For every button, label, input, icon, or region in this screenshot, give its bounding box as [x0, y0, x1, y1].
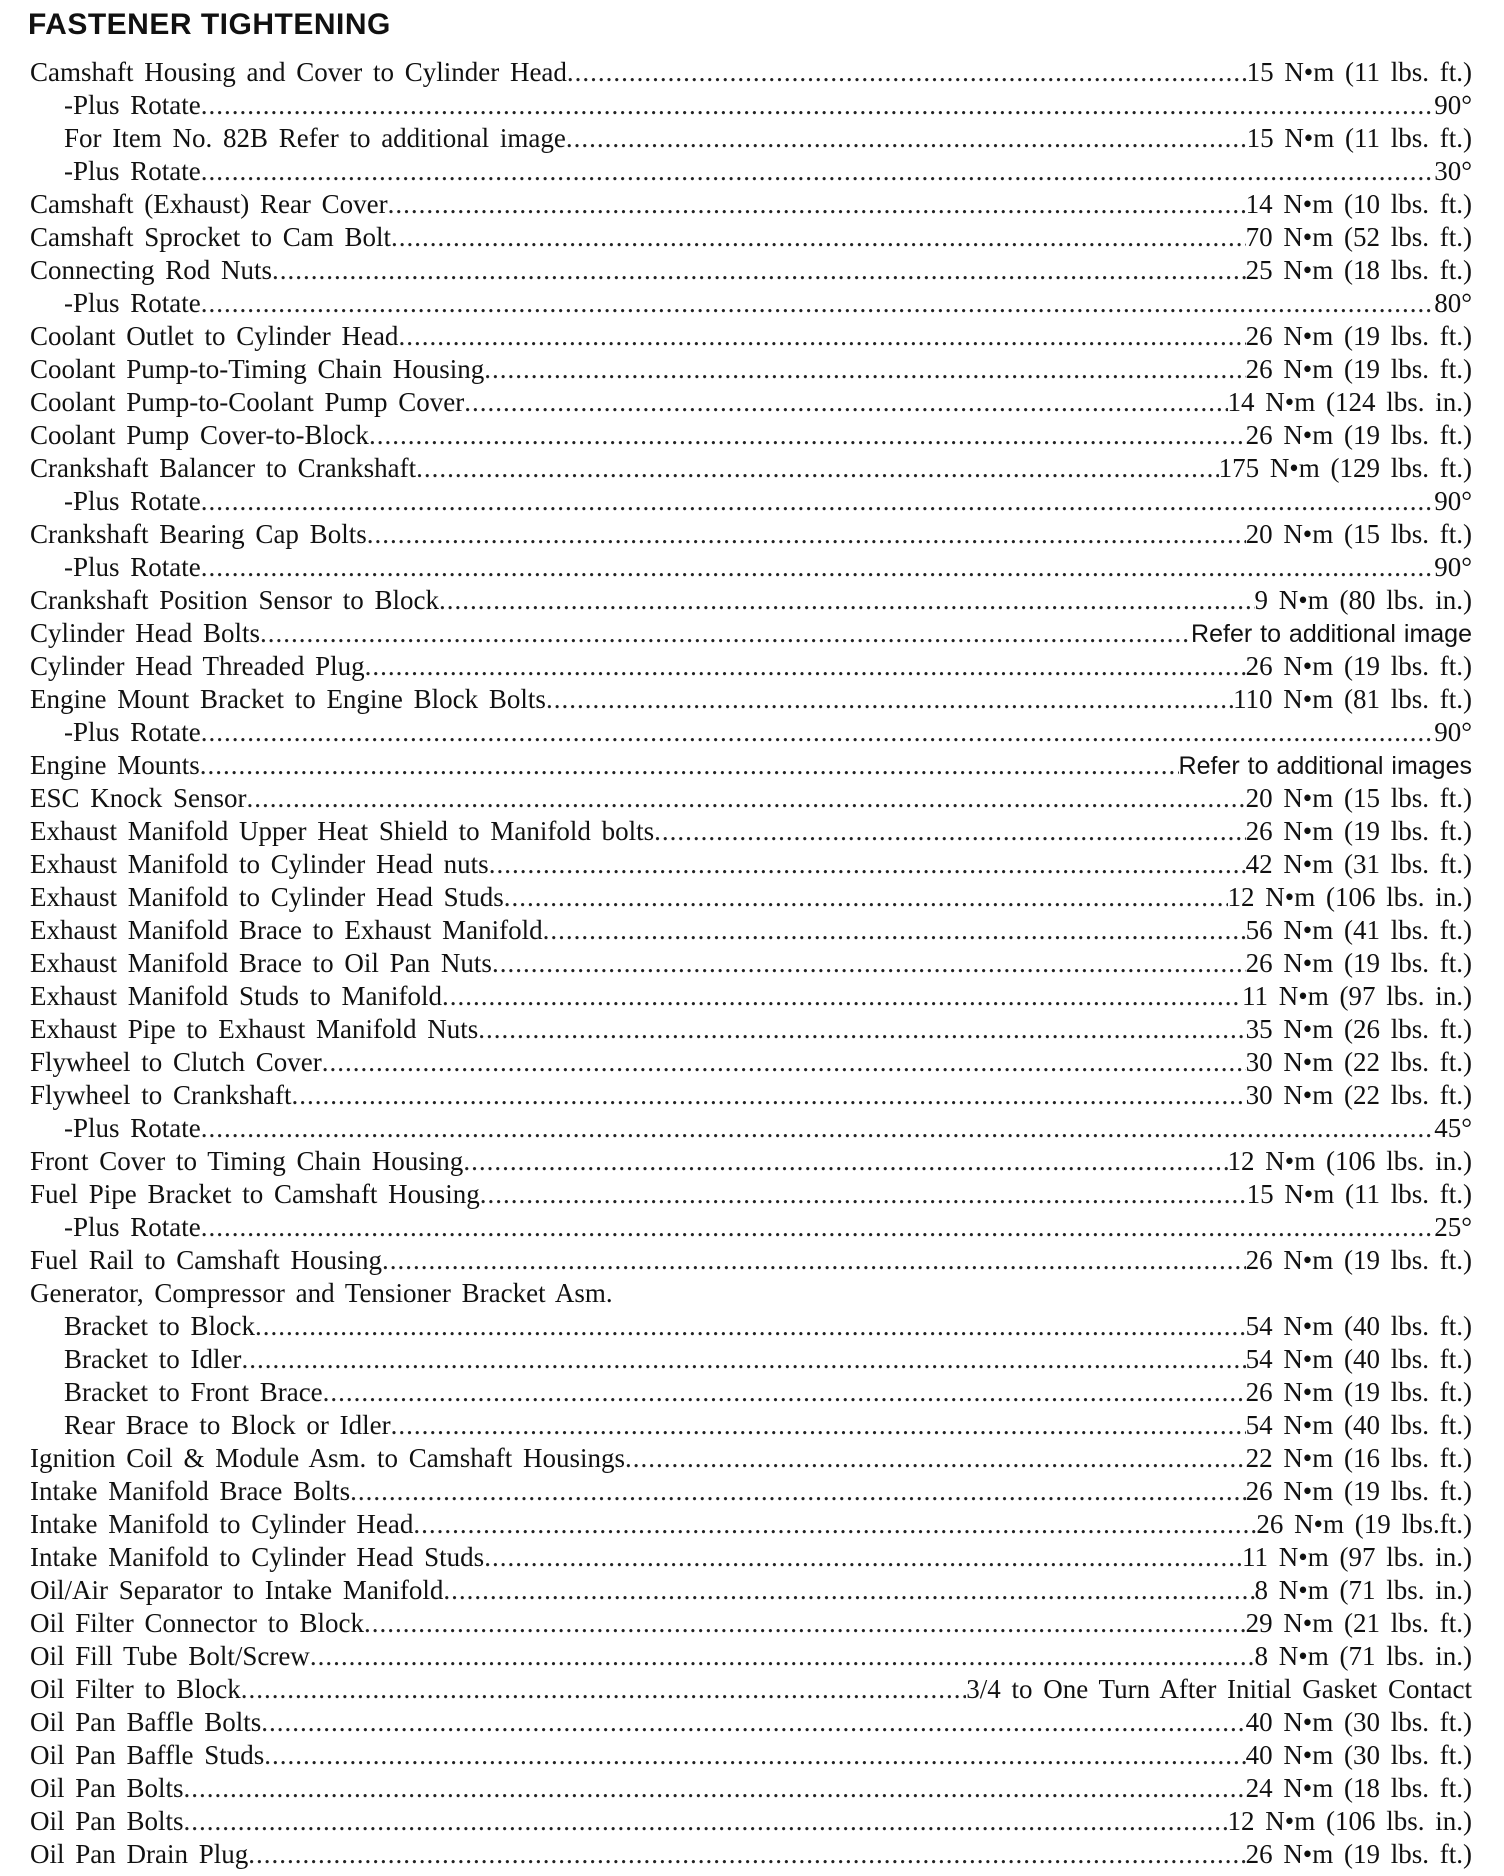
spec-name: Connecting Rod Nuts	[30, 255, 272, 285]
spec-name: Exhaust Manifold Upper Heat Shield to Manifold bolts	[30, 816, 655, 846]
spec-name: Generator, Compressor and Tensioner Bracket Asm.	[30, 1278, 613, 1308]
spec-value: 25 N•m (18 lbs. ft.)	[1245, 255, 1472, 285]
spec-name: -Plus Rotate	[64, 1113, 201, 1143]
spec-row	[30, 1508, 1472, 1541]
spec-value: 11 N•m (97 lbs. in.)	[1242, 1542, 1472, 1572]
spec-name: Fuel Rail to Camshaft Housing	[30, 1245, 382, 1275]
spec-name: Coolant Pump-to-Coolant Pump Cover	[30, 387, 465, 417]
spec-name: Bracket to Idler	[64, 1344, 242, 1374]
spec-value: 42 N•m (31 lbs. ft.)	[1245, 849, 1472, 879]
dot-leader	[463, 1145, 1227, 1178]
dot-leader	[201, 551, 1434, 584]
dot-leader	[264, 1739, 1245, 1772]
spec-name: Cylinder Head Bolts	[30, 618, 260, 648]
spec-value: Refer to additional images	[1178, 752, 1472, 780]
spec-name: Oil Filter to Block	[30, 1674, 241, 1704]
spec-name: Intake Manifold to Cylinder Head	[30, 1509, 414, 1539]
spec-row	[30, 683, 1472, 716]
dot-leader	[201, 1112, 1434, 1145]
dot-leader	[543, 914, 1246, 947]
spec-name: Crankshaft Balancer to Crankshaft	[30, 453, 417, 483]
dot-leader	[365, 650, 1246, 683]
spec-name: Flywheel to Clutch Cover	[30, 1047, 322, 1077]
spec-value: 26 N•m (19 lbs. ft.)	[1245, 1839, 1472, 1869]
spec-row	[30, 1805, 1472, 1838]
spec-name: Oil Pan Bolts	[30, 1806, 184, 1836]
dot-leader	[201, 716, 1434, 749]
dot-leader	[184, 1805, 1228, 1838]
spec-name: Cylinder Head Threaded Plug	[30, 651, 365, 681]
spec-name: ESC Knock Sensor	[30, 783, 247, 813]
dot-leader	[241, 1343, 1245, 1376]
spec-value: 29 N•m (21 lbs. ft.)	[1245, 1608, 1472, 1638]
spec-row	[30, 188, 1472, 221]
spec-value: 26 N•m (19 lbs. ft.)	[1245, 1245, 1472, 1275]
spec-name: Front Cover to Timing Chain Housing	[30, 1146, 464, 1176]
spec-value: 26 N•m (19 lbs. ft.)	[1245, 948, 1472, 978]
spec-row	[30, 782, 1472, 815]
spec-name: -Plus Rotate	[64, 1212, 201, 1242]
spec-value: 25°	[1434, 1212, 1472, 1242]
spec-name: Oil Pan Drain Plug	[30, 1839, 249, 1869]
spec-name: Flywheel to Crankshaft	[30, 1080, 292, 1110]
spec-name: Oil Pan Bolts	[30, 1773, 184, 1803]
spec-row	[30, 980, 1472, 1013]
dot-leader	[201, 89, 1434, 122]
spec-row	[30, 617, 1472, 650]
dot-leader	[442, 980, 1242, 1013]
spec-row	[30, 287, 1472, 320]
spec-value: 15 N•m (11 lbs. ft.)	[1246, 123, 1472, 153]
dot-leader	[391, 1409, 1246, 1442]
spec-row	[30, 914, 1472, 947]
spec-row	[30, 1244, 1472, 1277]
spec-name: Crankshaft Position Sensor to Block	[30, 585, 439, 615]
dot-leader	[323, 1376, 1246, 1409]
dot-leader	[369, 419, 1246, 452]
dot-leader	[261, 1706, 1245, 1739]
spec-row	[30, 1145, 1472, 1178]
spec-name: Engine Mount Bracket to Engine Block Bolts	[30, 684, 546, 714]
spec-value: 12 N•m (106 lbs. in.)	[1227, 1806, 1472, 1836]
spec-name: Coolant Outlet to Cylinder Head	[30, 321, 399, 351]
spec-row	[30, 485, 1472, 518]
dot-leader	[272, 254, 1246, 287]
spec-value: 8 N•m (71 lbs. in.)	[1254, 1641, 1472, 1671]
spec-value: 24 N•m (18 lbs. ft.)	[1245, 1773, 1472, 1803]
spec-value: 26 N•m (19 lbs. ft.)	[1245, 1476, 1472, 1506]
spec-name: Oil Pan Baffle Studs	[30, 1740, 265, 1770]
spec-name: Exhaust Manifold Studs to Manifold	[30, 981, 442, 1011]
spec-name: Fuel Pipe Bracket to Camshaft Housing	[30, 1179, 480, 1209]
section-heading-row	[30, 1277, 1472, 1310]
spec-name: Exhaust Manifold to Cylinder Head Studs	[30, 882, 504, 912]
spec-value: 12 N•m (106 lbs. in.)	[1227, 882, 1472, 912]
dot-leader	[504, 881, 1228, 914]
spec-name: Bracket to Front Brace	[64, 1377, 323, 1407]
spec-row	[30, 947, 1472, 980]
dot-leader	[382, 1244, 1246, 1277]
spec-row	[30, 1640, 1472, 1673]
spec-name: Oil Fill Tube Bolt/Screw	[30, 1641, 310, 1671]
dot-leader	[625, 1442, 1246, 1475]
spec-value: 15 N•m (11 lbs. ft.)	[1246, 57, 1472, 87]
spec-value: 40 N•m (30 lbs. ft.)	[1245, 1707, 1472, 1737]
spec-row	[30, 1838, 1472, 1871]
dot-leader	[416, 452, 1218, 485]
dot-leader	[248, 1838, 1245, 1871]
spec-value: 22 N•m (16 lbs. ft.)	[1245, 1443, 1472, 1473]
dot-leader	[489, 848, 1246, 881]
dot-leader	[492, 947, 1246, 980]
dot-leader	[184, 1772, 1246, 1805]
spec-value: 9 N•m (80 lbs. in.)	[1254, 585, 1472, 615]
spec-row	[30, 1310, 1472, 1343]
spec-value: 8 N•m (71 lbs. in.)	[1254, 1575, 1472, 1605]
spec-value: 26 N•m (19 lbs. ft.)	[1245, 816, 1472, 846]
spec-row	[30, 716, 1472, 749]
spec-name: Oil Pan Baffle Bolts	[30, 1707, 262, 1737]
dot-leader	[260, 617, 1191, 650]
page-title: FASTENER TIGHTENING	[28, 8, 391, 41]
spec-name: Intake Manifold Brace Bolts	[30, 1476, 351, 1506]
spec-name: For Item No. 82B Refer to additional image	[64, 123, 566, 153]
spec-name: Engine Mounts	[30, 750, 200, 780]
spec-value: 3/4 to One Turn After Initial Gasket Contact	[966, 1674, 1472, 1704]
spec-row	[30, 584, 1472, 617]
spec-name: Camshaft (Exhaust) Rear Cover	[30, 189, 388, 219]
spec-name: Bracket to Block	[64, 1311, 255, 1341]
spec-row	[30, 881, 1472, 914]
spec-value: 26 N•m (19 lbs. ft.)	[1245, 1377, 1472, 1407]
dot-leader	[654, 815, 1245, 848]
spec-row	[30, 749, 1472, 782]
spec-row	[30, 89, 1472, 122]
spec-name: Camshaft Housing and Cover to Cylinder Head	[30, 57, 567, 87]
dot-leader	[480, 1178, 1247, 1211]
dot-leader	[478, 1013, 1245, 1046]
dot-leader	[364, 1607, 1246, 1640]
spec-row	[30, 56, 1472, 89]
dot-leader	[388, 188, 1246, 221]
dot-leader	[439, 584, 1255, 617]
spec-row	[30, 848, 1472, 881]
spec-value: 20 N•m (15 lbs. ft.)	[1245, 783, 1472, 813]
spec-value: 45°	[1434, 1113, 1472, 1143]
spec-value: 80°	[1434, 288, 1472, 318]
spec-row	[30, 254, 1472, 287]
spec-value: 15 N•m (11 lbs. ft.)	[1246, 1179, 1472, 1209]
spec-value: 40 N•m (30 lbs. ft.)	[1245, 1740, 1472, 1770]
dot-leader	[350, 1475, 1245, 1508]
spec-row	[30, 1607, 1472, 1640]
spec-row	[30, 1046, 1472, 1079]
spec-value: 26 N•m (19 lbs. ft.)	[1245, 321, 1472, 351]
spec-row	[30, 221, 1472, 254]
dot-leader	[391, 221, 1246, 254]
spec-value: 26 N•m (19 lbs. ft.)	[1245, 354, 1472, 384]
spec-value: 54 N•m (40 lbs. ft.)	[1245, 1311, 1472, 1341]
spec-value: 30 N•m (22 lbs. ft.)	[1245, 1047, 1472, 1077]
spec-row	[30, 1178, 1472, 1211]
spec-name: Exhaust Manifold Brace to Oil Pan Nuts	[30, 948, 492, 978]
spec-name: -Plus Rotate	[64, 486, 201, 516]
spec-name: Camshaft Sprocket to Cam Bolt	[30, 222, 391, 252]
spec-value: 12 N•m (106 lbs. in.)	[1227, 1146, 1472, 1176]
spec-row	[30, 551, 1472, 584]
spec-value: 175 N•m (129 lbs. ft.)	[1218, 453, 1472, 483]
spec-name: Oil Filter Connector to Block	[30, 1608, 364, 1638]
spec-value: 90°	[1434, 552, 1472, 582]
spec-row	[30, 1442, 1472, 1475]
spec-row	[30, 320, 1472, 353]
dot-leader	[322, 1046, 1246, 1079]
dot-leader	[201, 1211, 1434, 1244]
dot-leader	[241, 1673, 967, 1706]
spec-value: Refer to additional image	[1191, 620, 1472, 648]
spec-row	[30, 650, 1472, 683]
spec-row	[30, 1673, 1472, 1706]
spec-value: 90°	[1434, 717, 1472, 747]
spec-name: Intake Manifold to Cylinder Head Studs	[30, 1542, 485, 1572]
spec-row	[30, 1211, 1472, 1244]
spec-row	[30, 1541, 1472, 1574]
spec-value: 90°	[1434, 90, 1472, 120]
spec-name: -Plus Rotate	[64, 90, 201, 120]
spec-row	[30, 1475, 1472, 1508]
dot-leader	[566, 122, 1247, 155]
dot-leader	[546, 683, 1233, 716]
dot-leader	[398, 320, 1245, 353]
spec-row	[30, 1013, 1472, 1046]
spec-name: Oil/Air Separator to Intake Manifold	[30, 1575, 444, 1605]
spec-name: Ignition Coil & Module Asm. to Camshaft Housings	[30, 1443, 626, 1473]
spec-row	[30, 518, 1472, 551]
spec-row	[30, 1772, 1472, 1805]
spec-name: Exhaust Manifold Brace to Exhaust Manifold	[30, 915, 543, 945]
spec-row	[30, 353, 1472, 386]
dot-leader	[201, 287, 1434, 320]
spec-name: Rear Brace to Block or Idler	[64, 1410, 391, 1440]
dot-leader	[310, 1640, 1255, 1673]
spec-row	[30, 1706, 1472, 1739]
dot-leader	[367, 518, 1246, 551]
spec-row	[30, 419, 1472, 452]
spec-value: 70 N•m (52 lbs. ft.)	[1245, 222, 1472, 252]
dot-leader	[413, 1508, 1256, 1541]
spec-value: 54 N•m (40 lbs. ft.)	[1245, 1344, 1472, 1374]
spec-value: 90°	[1434, 486, 1472, 516]
spec-row	[30, 1112, 1472, 1145]
spec-name: Exhaust Manifold to Cylinder Head nuts	[30, 849, 489, 879]
fastener-spec-list	[30, 56, 1472, 1871]
spec-value: 26 N•m (19 lbs.ft.)	[1256, 1509, 1472, 1539]
spec-row	[30, 1376, 1472, 1409]
spec-row	[30, 122, 1472, 155]
spec-name: Crankshaft Bearing Cap Bolts	[30, 519, 367, 549]
spec-value: 35 N•m (26 lbs. ft.)	[1245, 1014, 1472, 1044]
spec-row	[30, 1079, 1472, 1112]
spec-value: 26 N•m (19 lbs. ft.)	[1245, 651, 1472, 681]
spec-row	[30, 386, 1472, 419]
spec-row	[30, 155, 1472, 188]
spec-name: Coolant Pump Cover-to-Block	[30, 420, 369, 450]
dot-leader	[201, 155, 1434, 188]
dot-leader	[247, 782, 1246, 815]
spec-name: -Plus Rotate	[64, 156, 201, 186]
dot-leader	[464, 386, 1227, 419]
spec-value: 14 N•m (124 lbs. in.)	[1227, 387, 1472, 417]
dot-leader	[484, 1541, 1242, 1574]
dot-leader	[484, 353, 1245, 386]
dot-leader	[200, 749, 1179, 782]
spec-value: 14 N•m (10 lbs. ft.)	[1245, 189, 1472, 219]
spec-row	[30, 1574, 1472, 1607]
dot-leader	[443, 1574, 1254, 1607]
spec-row	[30, 1343, 1472, 1376]
spec-value: 54 N•m (40 lbs. ft.)	[1245, 1410, 1472, 1440]
spec-name: Exhaust Pipe to Exhaust Manifold Nuts	[30, 1014, 479, 1044]
spec-name: Coolant Pump-to-Timing Chain Housing	[30, 354, 485, 384]
spec-name: -Plus Rotate	[64, 717, 201, 747]
spec-value: 30°	[1434, 156, 1472, 186]
spec-row	[30, 1409, 1472, 1442]
spec-value: 30 N•m (22 lbs. ft.)	[1245, 1080, 1472, 1110]
dot-leader	[201, 485, 1434, 518]
spec-row	[30, 815, 1472, 848]
spec-value: 26 N•m (19 lbs. ft.)	[1245, 420, 1472, 450]
spec-name: -Plus Rotate	[64, 288, 201, 318]
spec-row	[30, 452, 1472, 485]
dot-leader	[291, 1079, 1245, 1112]
spec-row	[30, 1739, 1472, 1772]
spec-value: 11 N•m (97 lbs. in.)	[1242, 981, 1472, 1011]
spec-value: 20 N•m (15 lbs. ft.)	[1245, 519, 1472, 549]
dot-leader	[255, 1310, 1246, 1343]
spec-name: -Plus Rotate	[64, 552, 201, 582]
spec-value: 110 N•m (81 lbs. ft.)	[1233, 684, 1472, 714]
dot-leader	[567, 56, 1247, 89]
spec-value: 56 N•m (41 lbs. ft.)	[1245, 915, 1472, 945]
